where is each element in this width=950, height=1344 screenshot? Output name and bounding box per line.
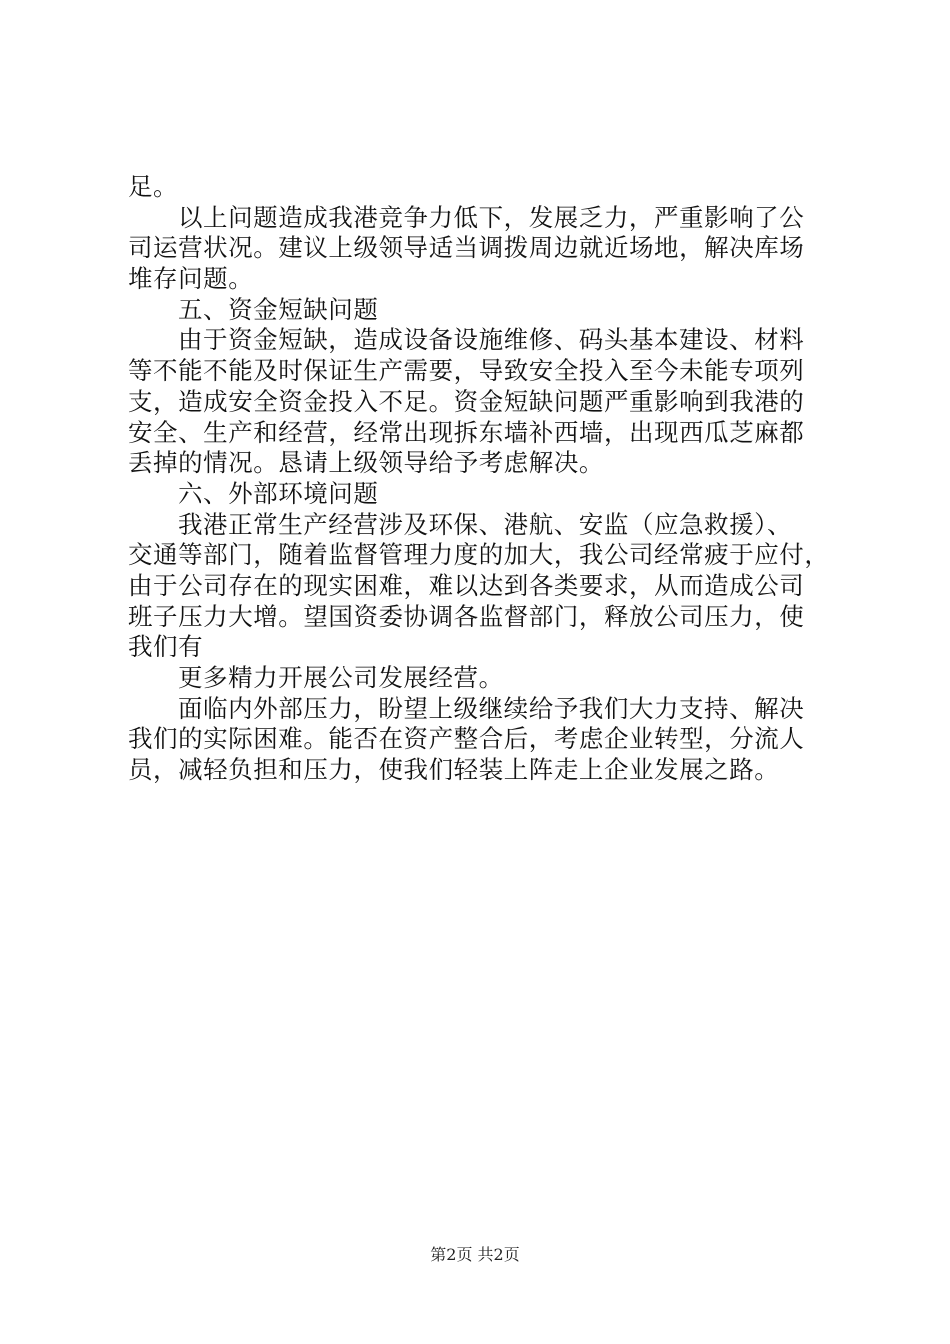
text-line: 我们的实际困难。能否在资产整合后，考虑企业转型，分流人 [128,724,805,754]
text-line: 由于资金短缺，造成设备设施维修、码头基本建设、材料 [178,325,805,355]
text-line: 由于公司存在的现实困难，难以达到各类要求，从而造成公司 [128,570,805,600]
text-line: 足。 [128,172,179,201]
section-heading: 六、外部环境问题 [178,478,379,508]
text-line: 班子压力大增。望国资委协调各监督部门，释放公司压力，使 [128,601,805,631]
text-line: 丢掉的情况。恳请上级领导给予考虑解决。 [128,448,604,478]
text-line: 以上问题造成我港竞争力低下，发展乏力，严重影响了公 [178,202,805,232]
text-line: 我港正常生产经营涉及环保、港航、安监（应急救援）、 [178,509,792,539]
text-line: 员，减轻负担和压力，使我们轻装上阵走上企业发展之路。 [128,755,780,785]
text-line: 支，造成安全资金投入不足。资金短缺问题严重影响到我港的 [128,386,805,416]
text-line: 堆存问题。 [128,264,254,294]
text-line: 安全、生产和经营，经常出现拆东墙补西墙，出现西瓜芝麻都 [128,417,805,447]
text-line: 面临内外部压力，盼望上级继续给予我们大力支持、解决 [178,693,805,723]
text-line: 司运营状况。建议上级领导适当调拨周边就近场地，解决库场 [128,233,805,263]
text-line: 更多精力开展公司发展经营。 [178,663,504,692]
page-footer [0,1245,950,1265]
document-body [128,172,838,786]
page-number: 第2页 共2页 [430,1245,520,1264]
section-heading: 五、资金短缺问题 [178,294,379,324]
text-line: 等不能不能及时保证生产需要，导致安全投入至今未能专项列 [128,356,805,386]
text-line: 我们有 [128,632,204,662]
text-line: 交通等部门，随着监督管理力度的加大，我公司经常疲于应付， [128,540,830,570]
